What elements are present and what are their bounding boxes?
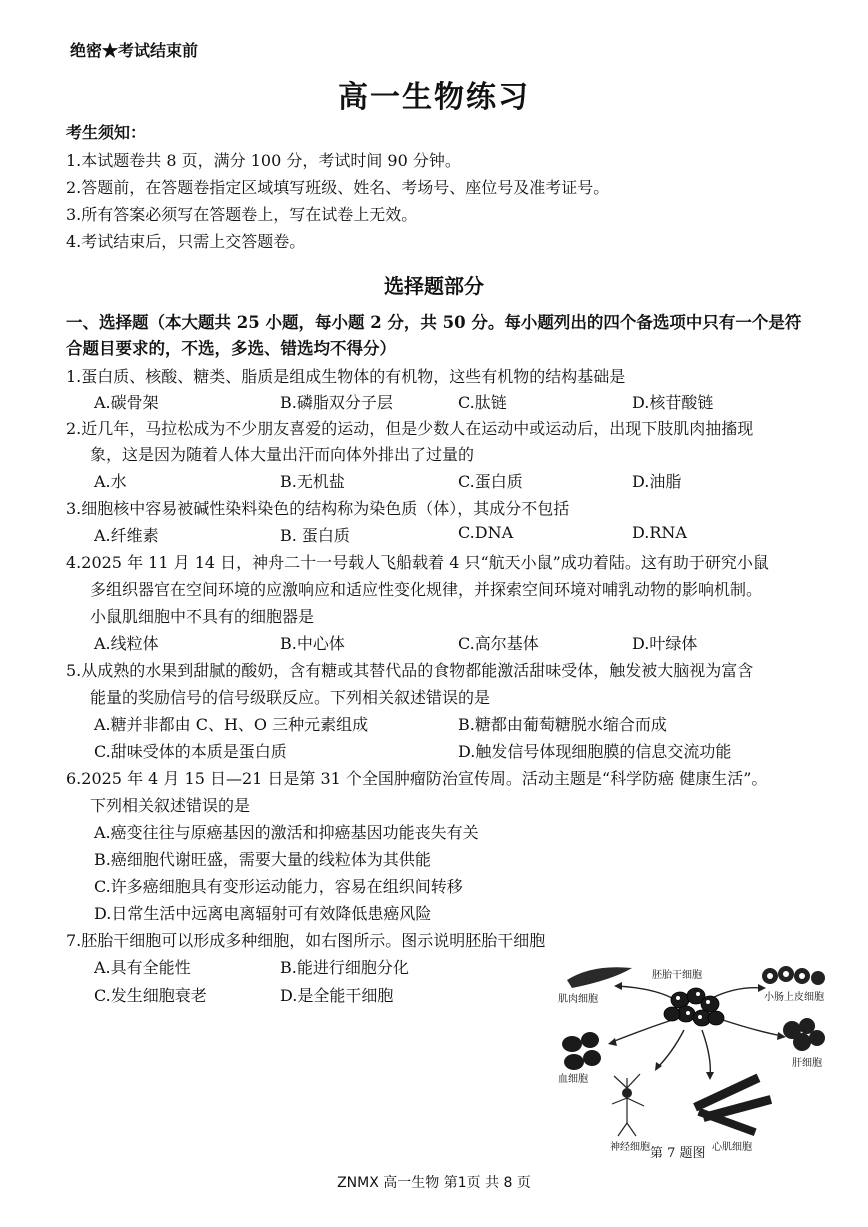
muscle-cell	[567, 967, 632, 988]
question-7-option-a: A.具有全能性	[94, 958, 191, 977]
liver-cells	[783, 1018, 825, 1051]
question-7-option-b: B.能进行细胞分化	[280, 958, 409, 977]
question-5-option-d: D.触发信号体现细胞膜的信息交流功能	[458, 742, 732, 761]
question-1-stem: 1.蛋白质、核酸、糖类、脂质是组成生物体的有机物，这些有机物的结构基础是	[66, 367, 626, 386]
question-4-option-b: B.中心体	[280, 634, 345, 653]
notice-heading: 考生须知：	[66, 123, 147, 142]
label-cardiac-cell: 心肌细胞	[712, 1142, 752, 1153]
notice-item: 4.考试结束后，只需上交答题卷。	[66, 232, 306, 251]
stem-cell-cluster	[664, 988, 724, 1026]
question-6-option-c: C.许多癌细胞具有变形运动能力，容易在组织间转移	[94, 877, 463, 896]
question-6-option-a: A.癌变往往与原癌基因的激活和抑癌基因功能丧失有关	[94, 823, 479, 842]
cardiac-cells	[693, 1074, 772, 1136]
question-4-stem: 4.2025 年 11 月 14 日，神舟二十一号载人飞船载着 4 只“航天小鼠”成功着陆。这有助于研究小鼠	[66, 553, 769, 572]
label-intestinal-cell: 小肠上皮细胞	[764, 992, 824, 1003]
page-title: 高一生物练习	[338, 80, 530, 115]
nerve-cell	[612, 1074, 644, 1136]
notice-item: 3.所有答案必须写在答题卷上，写在试卷上无效。	[66, 205, 418, 224]
label-muscle-cell: 肌肉细胞	[558, 994, 598, 1005]
label-nerve-cell: 神经细胞	[610, 1142, 650, 1153]
question-3-option-c: C.DNA	[458, 523, 514, 542]
label-blood-cell: 血细胞	[558, 1074, 588, 1085]
notice-item: 1.本试题卷共 8 页，满分 100 分，考试时间 90 分钟。	[66, 151, 461, 170]
question-6-option-b: B.癌细胞代谢旺盛，需要大量的线粒体为其供能	[94, 850, 431, 869]
question-2-option-d: D.油脂	[632, 472, 682, 491]
question-1-option-a: A.碳骨架	[94, 393, 159, 412]
question-3-option-b: B. 蛋白质	[280, 526, 350, 545]
stem-cell-differentiation-figure	[552, 958, 852, 1158]
question-4-option-a: A.线粒体	[94, 634, 159, 653]
question-5-option-b: B.糖都由葡萄糖脱水缩合而成	[458, 715, 667, 734]
question-1-option-c: C.肽链	[458, 393, 507, 412]
section-instruction: 一、选择题（本大题共 25 小题，每小题 2 分，共 50 分。每小题列出的四个备选项中只有一个是符	[66, 313, 802, 332]
page-footer: ZNMX 高一生物 第1页 共 8 页	[337, 1175, 531, 1191]
question-3-option-a: A.纤维素	[94, 526, 159, 545]
question-7-option-d: D.是全能干细胞	[280, 986, 394, 1005]
question-2-option-b: B.无机盐	[280, 472, 345, 491]
question-4-option-c: C.高尔基体	[458, 634, 539, 653]
question-4-stem: 小鼠肌细胞中不具有的细胞器是	[90, 607, 315, 626]
question-6-option-d: D.日常生活中远离电离辐射可有效降低患癌风险	[94, 904, 432, 923]
label-stem-cell: 胚胎干细胞	[652, 970, 702, 981]
confidential-mark: 绝密★考试结束前	[70, 41, 199, 60]
question-7-stem: 7.胚胎干细胞可以形成多种细胞，如右图所示。图示说明胚胎干细胞	[66, 931, 546, 950]
question-2-option-a: A.水	[94, 472, 127, 491]
question-4-stem: 多组织器官在空间环境的应激响应和适应性变化规律，并探索空间环境对哺乳动物的影响机制。	[90, 580, 763, 599]
question-2-stem: 2.近几年，马拉松成为不少朋友喜爱的运动，但是少数人在运动中或运动后，出现下肢肌肉抽搐现	[66, 419, 754, 438]
question-5-option-c: C.甜味受体的本质是蛋白质	[94, 742, 287, 761]
question-2-option-c: C.蛋白质	[458, 472, 523, 491]
question-5-option-a: A.糖并非都由 C、H、O 三种元素组成	[94, 715, 369, 734]
question-1-option-b: B.磷脂双分子层	[280, 393, 393, 412]
question-6-stem: 下列相关叙述错误的是	[90, 796, 251, 815]
question-1-option-d: D.核苷酸链	[632, 393, 714, 412]
question-7-option-c: C.发生细胞衰老	[94, 986, 207, 1005]
figure-caption: 第 7 题图	[650, 1146, 706, 1161]
blood-cells	[562, 1032, 601, 1070]
question-3-option-d: D.RNA	[632, 523, 687, 542]
section-title: 选择题部分	[384, 274, 484, 298]
question-5-stem: 能量的奖励信号的信号级联反应。下列相关叙述错误的是	[90, 688, 491, 707]
question-4-option-d: D.叶绿体	[632, 634, 698, 653]
question-5-stem: 5.从成熟的水果到甜腻的酸奶，含有糖或其替代品的食物都能激活甜味受体，触发被大脑视为富含	[66, 661, 754, 680]
section-instruction: 合题目要求的，不选，多选、错选均不得分）	[66, 339, 396, 358]
notice-item: 2.答题前，在答题卷指定区域填写班级、姓名、考场号、座位号及准考证号。	[66, 178, 610, 197]
question-2-stem: 象，这是因为随着人体大量出汗而向体外排出了过量的	[90, 445, 475, 464]
label-liver-cell: 肝细胞	[792, 1058, 822, 1069]
question-3-stem: 3.细胞核中容易被碱性染料染色的结构称为染色质（体），其成分不包括	[66, 499, 570, 518]
question-6-stem: 6.2025 年 4 月 15 日—21 日是第 31 个全国肿瘤防治宣传周。活动主题是“科学防癌 健康生活”。	[66, 769, 768, 788]
